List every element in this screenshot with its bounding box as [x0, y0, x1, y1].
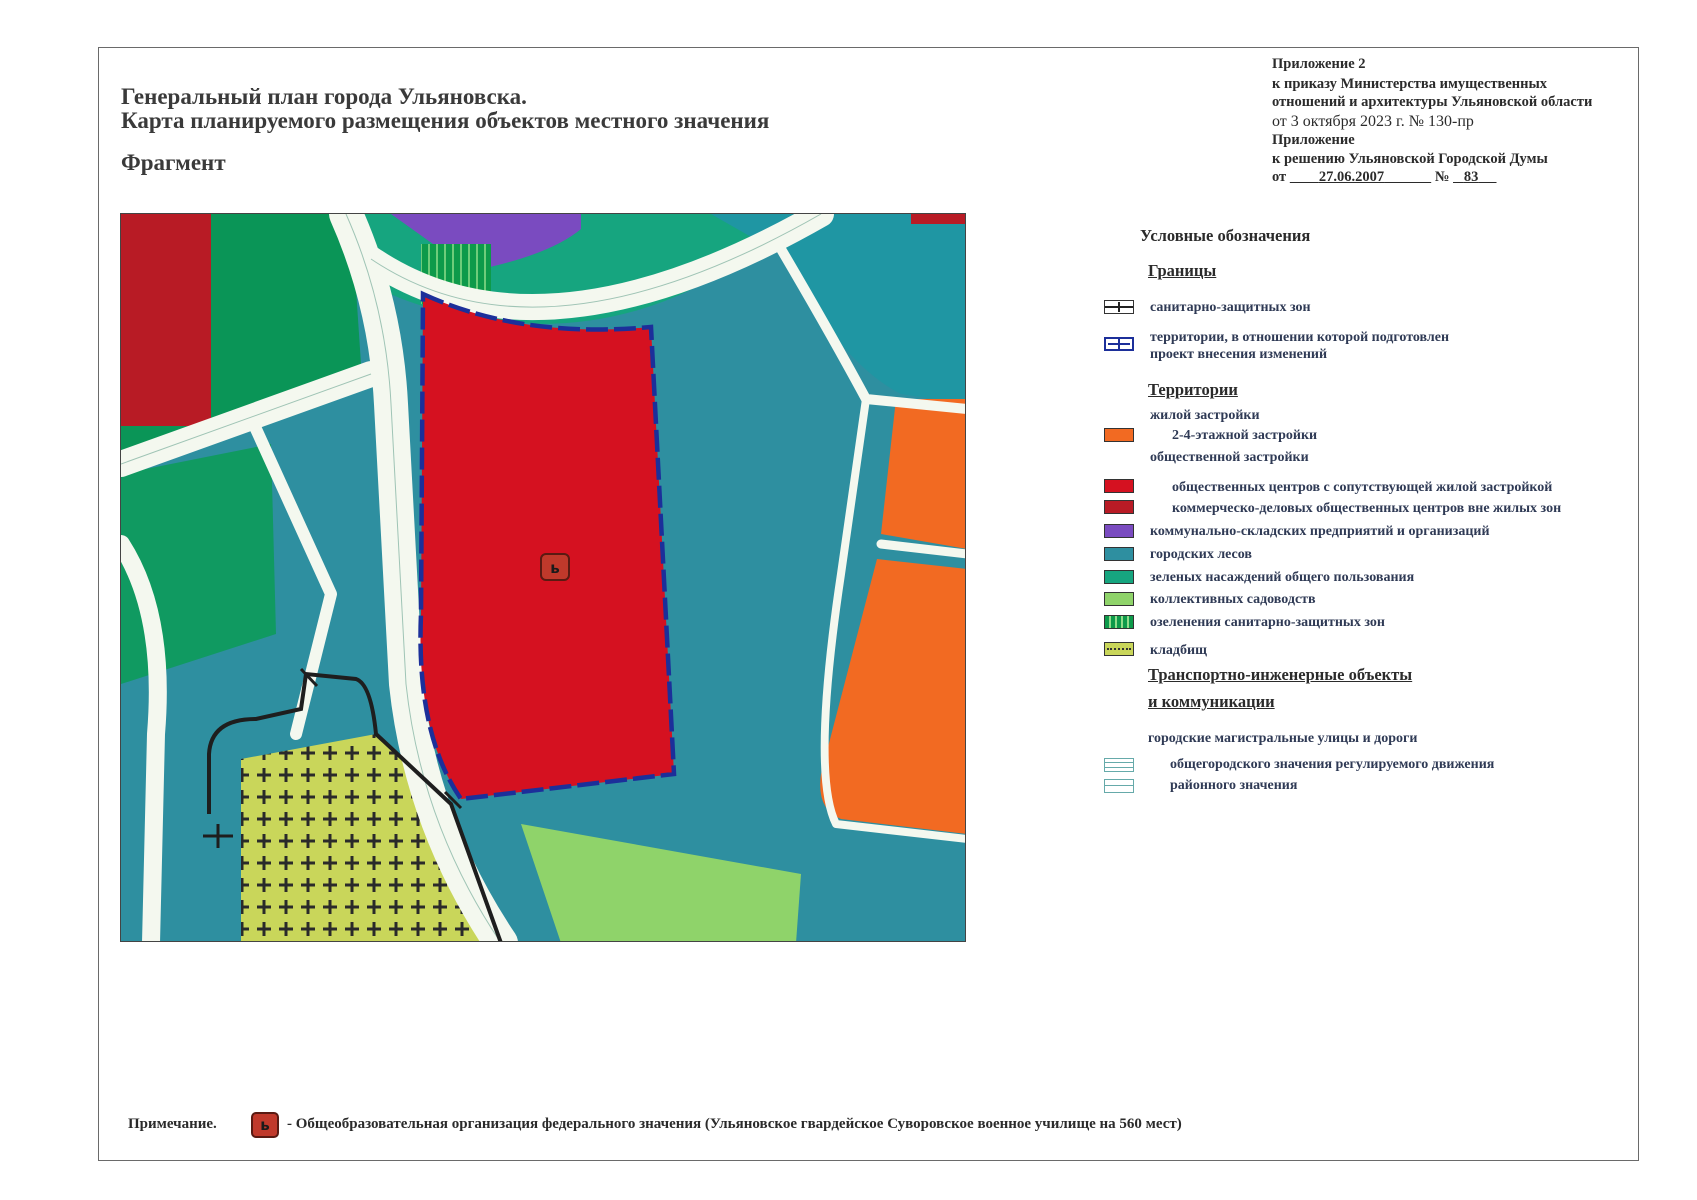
legend-swatch-gardens [1104, 592, 1134, 606]
legend-transport-title-2: и коммуникации [1148, 692, 1275, 711]
project-boundary-icon [1104, 337, 1134, 351]
legend-transport-title-1: Транспортно-инженерные объекты [1148, 665, 1413, 684]
legend-residential-item: 2-4-этажной застройки [1172, 428, 1318, 443]
legend-gardens: коллективных садоводств [1150, 592, 1316, 607]
legend-swatch-commercial [1104, 500, 1134, 514]
legend-public-group: общественной застройки [1150, 450, 1309, 465]
legend-sanitary-green: озеленения санитарно-защитных зон [1150, 615, 1385, 630]
legend-heading: Условные обозначения [1140, 226, 1311, 245]
appendix-line7 [1272, 169, 1497, 186]
note-label: Примечание. [128, 1116, 217, 1132]
legend-swatch-residential [1104, 428, 1134, 442]
school-note-icon: ь [251, 1112, 279, 1138]
map-title-line1: Генеральный план города Ульяновска. [121, 84, 527, 109]
legend-borders-title: Границы [1148, 261, 1217, 280]
legend-city-forest: городских лесов [1150, 547, 1252, 562]
legend-public-centers: общественных центров с сопутствующей жилой застройкой [1172, 480, 1553, 495]
legend-cemetery: кладбищ [1150, 643, 1207, 658]
map-fragment[interactable] [120, 213, 966, 942]
appendix-number-label: № [1434, 169, 1450, 185]
map-title-line2: Карта планируемого размещения объектов местного значения [121, 108, 770, 133]
appendix-number: 83 [1463, 169, 1479, 185]
residential-zone-upper [881, 399, 966, 549]
legend-project-boundary-1: территории, в отношении которой подготовлен [1150, 330, 1450, 345]
appendix-line5: Приложение [1272, 132, 1355, 148]
appendix-line1: Приложение 2 [1272, 56, 1366, 72]
legend-commercial: коммерческо-деловых общественных центров вне жилых зон [1172, 501, 1562, 516]
appendix-line3: отношений и архитектуры Ульяновской области [1272, 94, 1593, 110]
public-center-zone [421, 294, 675, 799]
legend-swatch-cemetery [1104, 642, 1134, 656]
sanitary-boundary-icon [1104, 300, 1134, 314]
commercial-zone [121, 214, 211, 426]
commercial-zone-ne [911, 214, 966, 224]
appendix-from: от [1272, 169, 1287, 185]
appendix-line2: к приказу Министерства имущественных [1272, 76, 1548, 92]
fragment-label: Фрагмент [121, 150, 226, 175]
legend-green-public: зеленых насаждений общего пользования [1150, 570, 1415, 585]
legend-swatch-warehouse [1104, 524, 1134, 538]
legend-swatch-city-forest [1104, 547, 1134, 561]
legend-territories-title: Территории [1148, 380, 1238, 399]
legend-swatch-green-public [1104, 570, 1134, 584]
legend-swatch-sanitary-green [1104, 615, 1134, 629]
road-citywide-icon [1104, 758, 1134, 772]
legend-project-boundary-2: проект внесения изменений [1150, 347, 1328, 362]
legend-warehouse: коммунально-складских предприятий и организаций [1150, 524, 1490, 539]
legend-road-district: районного значения [1170, 778, 1298, 793]
road-district-icon [1104, 779, 1134, 793]
appendix-date: 27.06.2007 [1318, 169, 1385, 185]
legend-swatch-public-centers [1104, 479, 1134, 493]
appendix-line4: от 3 октября 2023 г. № 130-пр [1272, 113, 1474, 130]
note-text: - Общеобразовательная организация федерального значения (Ульяновское гвардейское Суворовское военное училище на 560 мест) [287, 1116, 1182, 1132]
legend-sanitary-boundary: санитарно-защитных зон [1150, 300, 1311, 315]
legend-roads-group: городские магистральные улицы и дороги [1148, 731, 1418, 746]
legend-road-citywide: общегородского значения регулируемого движения [1170, 757, 1495, 772]
appendix-line6: к решению Ульяновской Городской Думы [1272, 151, 1548, 167]
legend-residential-group: жилой застройки [1150, 408, 1260, 423]
school-marker-glyph: ь [550, 559, 560, 577]
